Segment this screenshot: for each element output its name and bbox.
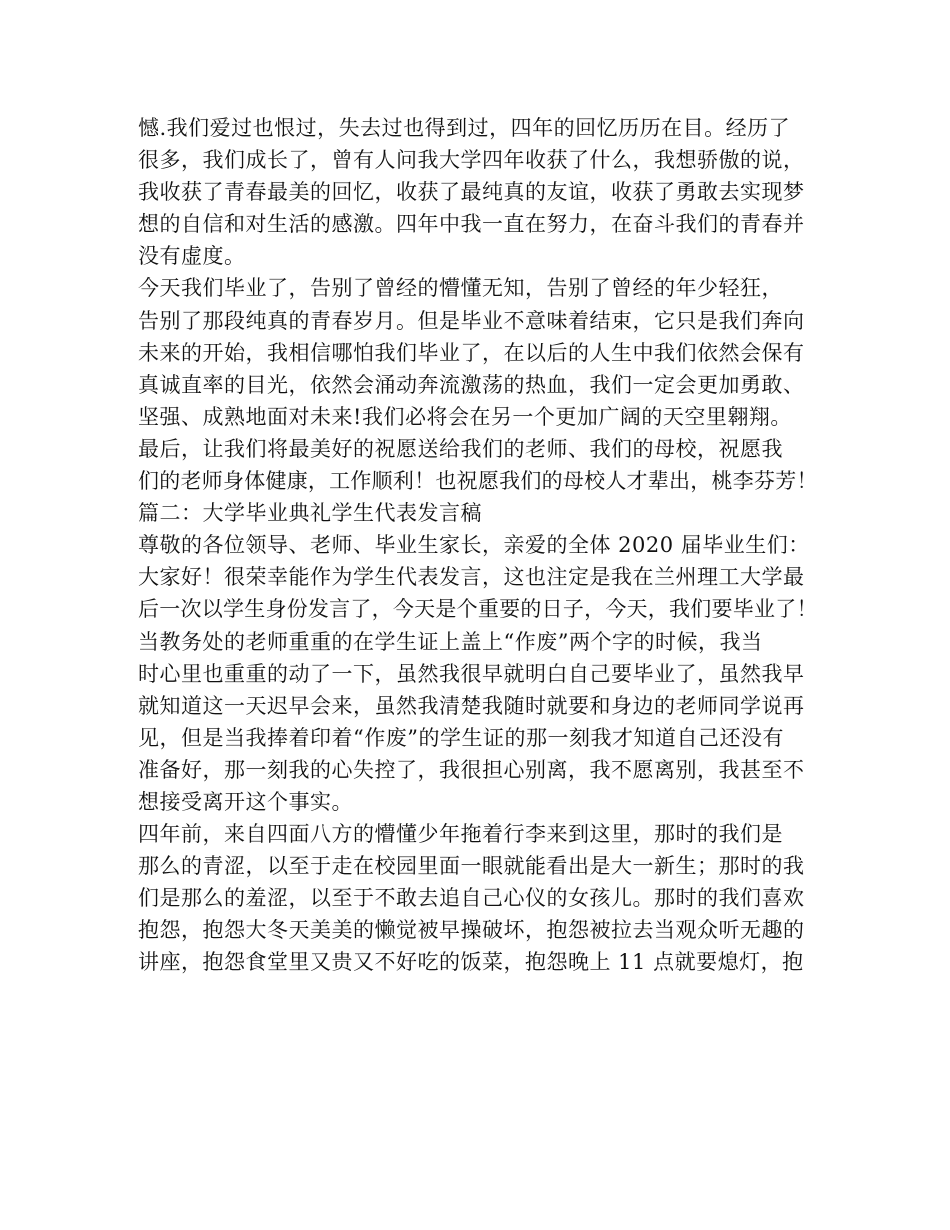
text-line: 就知道这一天迟早会来，虽然我清楚我随时就要和身边的老师同学说再 (138, 693, 805, 718)
text-line: 今天我们毕业了，告别了曾经的懵懂无知，告别了曾经的年少轻狂， (138, 276, 783, 301)
text-line: 坚强、成熟地面对未来!我们必将会在另一个更加广阔的天空里翱翔。 (138, 404, 792, 429)
text-line: 很多，我们成长了，曾有人问我大学四年收获了什么，我想骄傲的说， (138, 148, 805, 173)
text-line: 四年前，来自四面八方的懵懂少年拖着行李来到这里，那时的我们是 (138, 822, 783, 847)
text-line: 当教务处的老师重重的在学生证上盖上“作废”两个字的时候，我当 (138, 629, 763, 654)
text-line: 准备好，那一刻我的心失控了，我很担心别离，我不愿离别，我甚至不 (138, 757, 805, 782)
text-line: 我收获了青春最美的回忆，收获了最纯真的友谊，收获了勇敢去实现梦 (138, 180, 805, 205)
text-line: 抱怨，抱怨大冬天美美的懒觉被早操破坏，抱怨被拉去当观众听无趣的 (138, 918, 805, 943)
text-line: 尊敬的各位领导、老师、毕业生家长，亲爱的全体 2020 届毕业生们： (138, 533, 810, 558)
text-line: 那么的青涩，以至于走在校园里面一眼就能看出是大一新生；那时的我 (138, 854, 805, 879)
text-line: 见，但是当我捧着印着“作废”的学生证的那一刻我才知道自己还没有 (138, 725, 784, 750)
text-line: 最后，让我们将最美好的祝愿送给我们的老师、我们的母校，祝愿我 (138, 436, 783, 461)
text-line: 想接受离开这个事实。 (138, 789, 353, 814)
text-line: 们的老师身体健康，工作顺利！也祝愿我们的母校人才辈出，桃李芬芳！ (138, 469, 818, 494)
text-line: 真诚直率的目光，依然会涌动奔流激荡的热血，我们一定会更加勇敢、 (138, 372, 805, 397)
text-line: 告别了那段纯真的青春岁月。但是毕业不意味着结束，它只是我们奔向 (138, 308, 805, 333)
text-line: 们是那么的羞涩，以至于不敢去追自己心仪的女孩儿。那时的我们喜欢 (138, 886, 805, 911)
text-line: 未来的开始，我相信哪怕我们毕业了，在以后的人生中我们依然会保有 (138, 340, 805, 365)
text-line: 篇二：大学毕业典礼学生代表发言稿 (138, 501, 482, 526)
text-line: 憾.我们爱过也恨过，失去过也得到过，四年的回忆历历在目。经历了 (138, 116, 791, 140)
document-text (138, 112, 818, 979)
text-line: 没有虚度。 (138, 244, 246, 269)
text-line: 大家好！很荣幸能作为学生代表发言，这也注定是我在兰州理工大学最 (138, 565, 805, 590)
text-line: 想的自信和对生活的感激。四年中我一直在努力，在奋斗我们的青春并 (138, 212, 805, 237)
text-line: 后一次以学生身份发言了，今天是个重要的日子，今天，我们要毕业了！ (138, 597, 818, 622)
text-line: 时心里也重重的动了一下，虽然我很早就明白自己要毕业了，虽然我早 (138, 661, 805, 686)
text-line: 讲座，抱怨食堂里又贵又不好吃的饭菜，抱怨晚上 11 点就要熄灯，抱 (138, 950, 804, 975)
